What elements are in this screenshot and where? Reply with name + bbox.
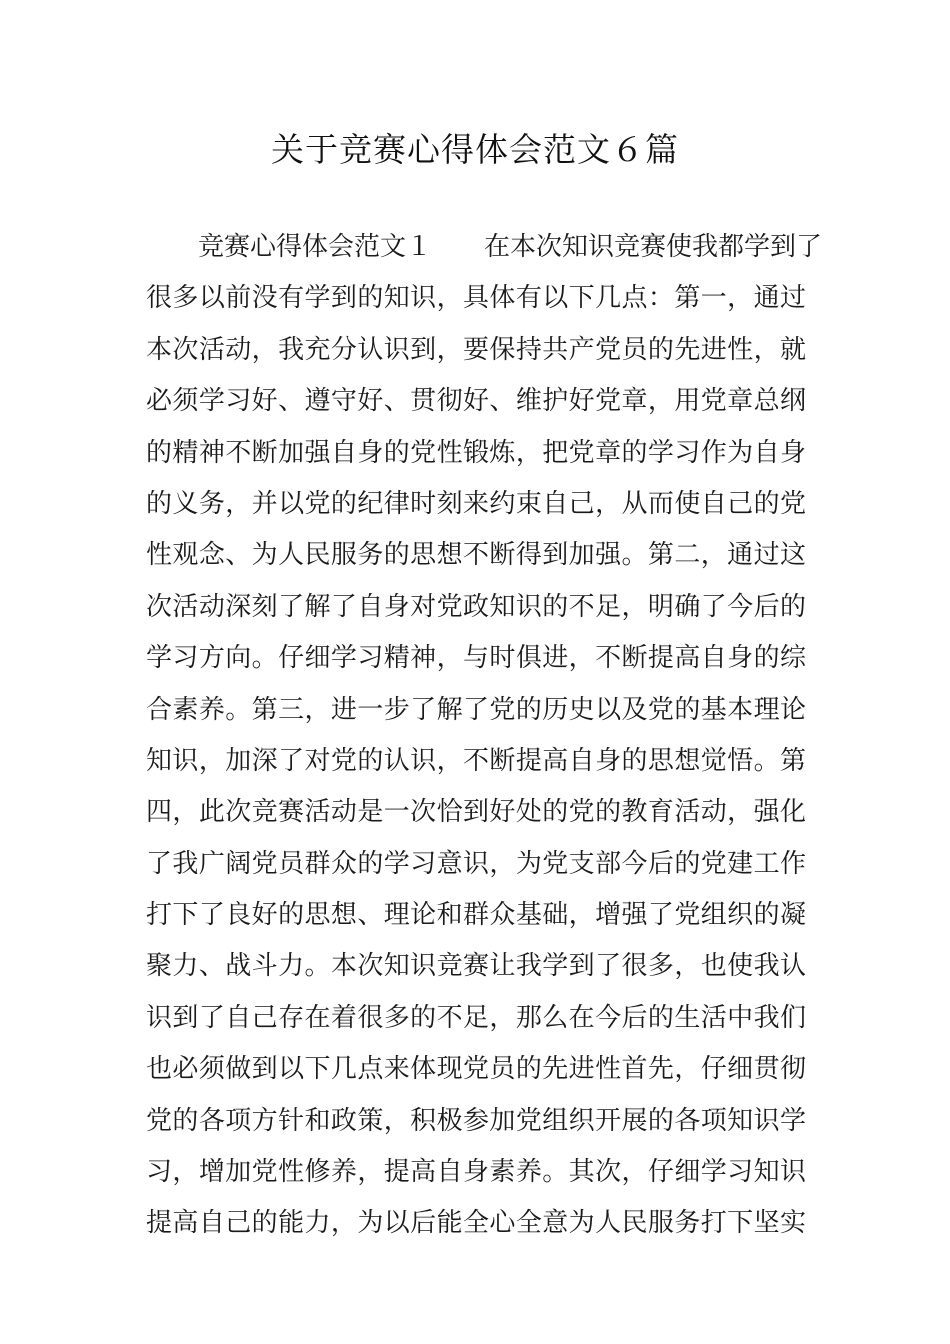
text-line: 次活动深刻了解了自身对党政知识的不足，明确了今后的	[146, 591, 806, 622]
text-line: 竞赛心得体会范文１ 在本次知识竞赛使我都学到了	[198, 232, 823, 262]
document-body	[146, 222, 823, 1250]
text-line: 聚力、战斗力。本次知识竞赛让我学到了很多，也使我认	[146, 951, 806, 982]
text-line: 知识，加深了对党的认识，不断提高自身的思想觉悟。第	[146, 745, 806, 776]
document-title: 关于竞赛心得体会范文６篇	[271, 130, 679, 169]
text-line: 提高自己的能力，为以后能全心全意为人民服务打下坚实	[146, 1208, 806, 1239]
text-line: 性观念、为人民服务的思想不断得到加强。第二，通过这	[146, 540, 806, 571]
text-line: 四，此次竞赛活动是一次恰到好处的党的教育活动，强化	[146, 797, 806, 828]
text-line: 必须学习好、遵守好、贯彻好、维护好党章，用党章总纲	[146, 386, 806, 417]
text-line: 习，增加党性修养，提高自身素养。其次，仔细学习知识	[146, 1157, 806, 1188]
text-line: 的义务，并以党的纪律时刻来约束自己，从而使自己的党	[146, 488, 806, 519]
text-line: 打下了良好的思想、理论和群众基础，增强了党组织的凝	[146, 900, 806, 931]
text-line: 了我广阔党员群众的学习意识，为党支部今后的党建工作	[146, 848, 806, 879]
text-line: 识到了自己存在着很多的不足，那么在今后的生活中我们	[146, 1002, 806, 1033]
text-line: 本次活动，我充分认识到，要保持共产党员的先进性，就	[146, 334, 806, 365]
text-line: 很多以前没有学到的知识，具体有以下几点：第一，通过	[146, 283, 806, 314]
text-line: 合素养。第三，进一步了解了党的历史以及党的基本理论	[146, 694, 806, 725]
text-line: 党的各项方针和政策，积极参加党组织开展的各项知识学	[146, 1105, 806, 1136]
text-line: 的精神不断加强自身的党性锻炼，把党章的学习作为自身	[146, 437, 806, 468]
text-line: 学习方向。仔细学习精神，与时俱进，不断提高自身的综	[146, 643, 806, 674]
text-line: 也必须做到以下几点来体现党员的先进性首先，仔细贯彻	[146, 1054, 806, 1085]
